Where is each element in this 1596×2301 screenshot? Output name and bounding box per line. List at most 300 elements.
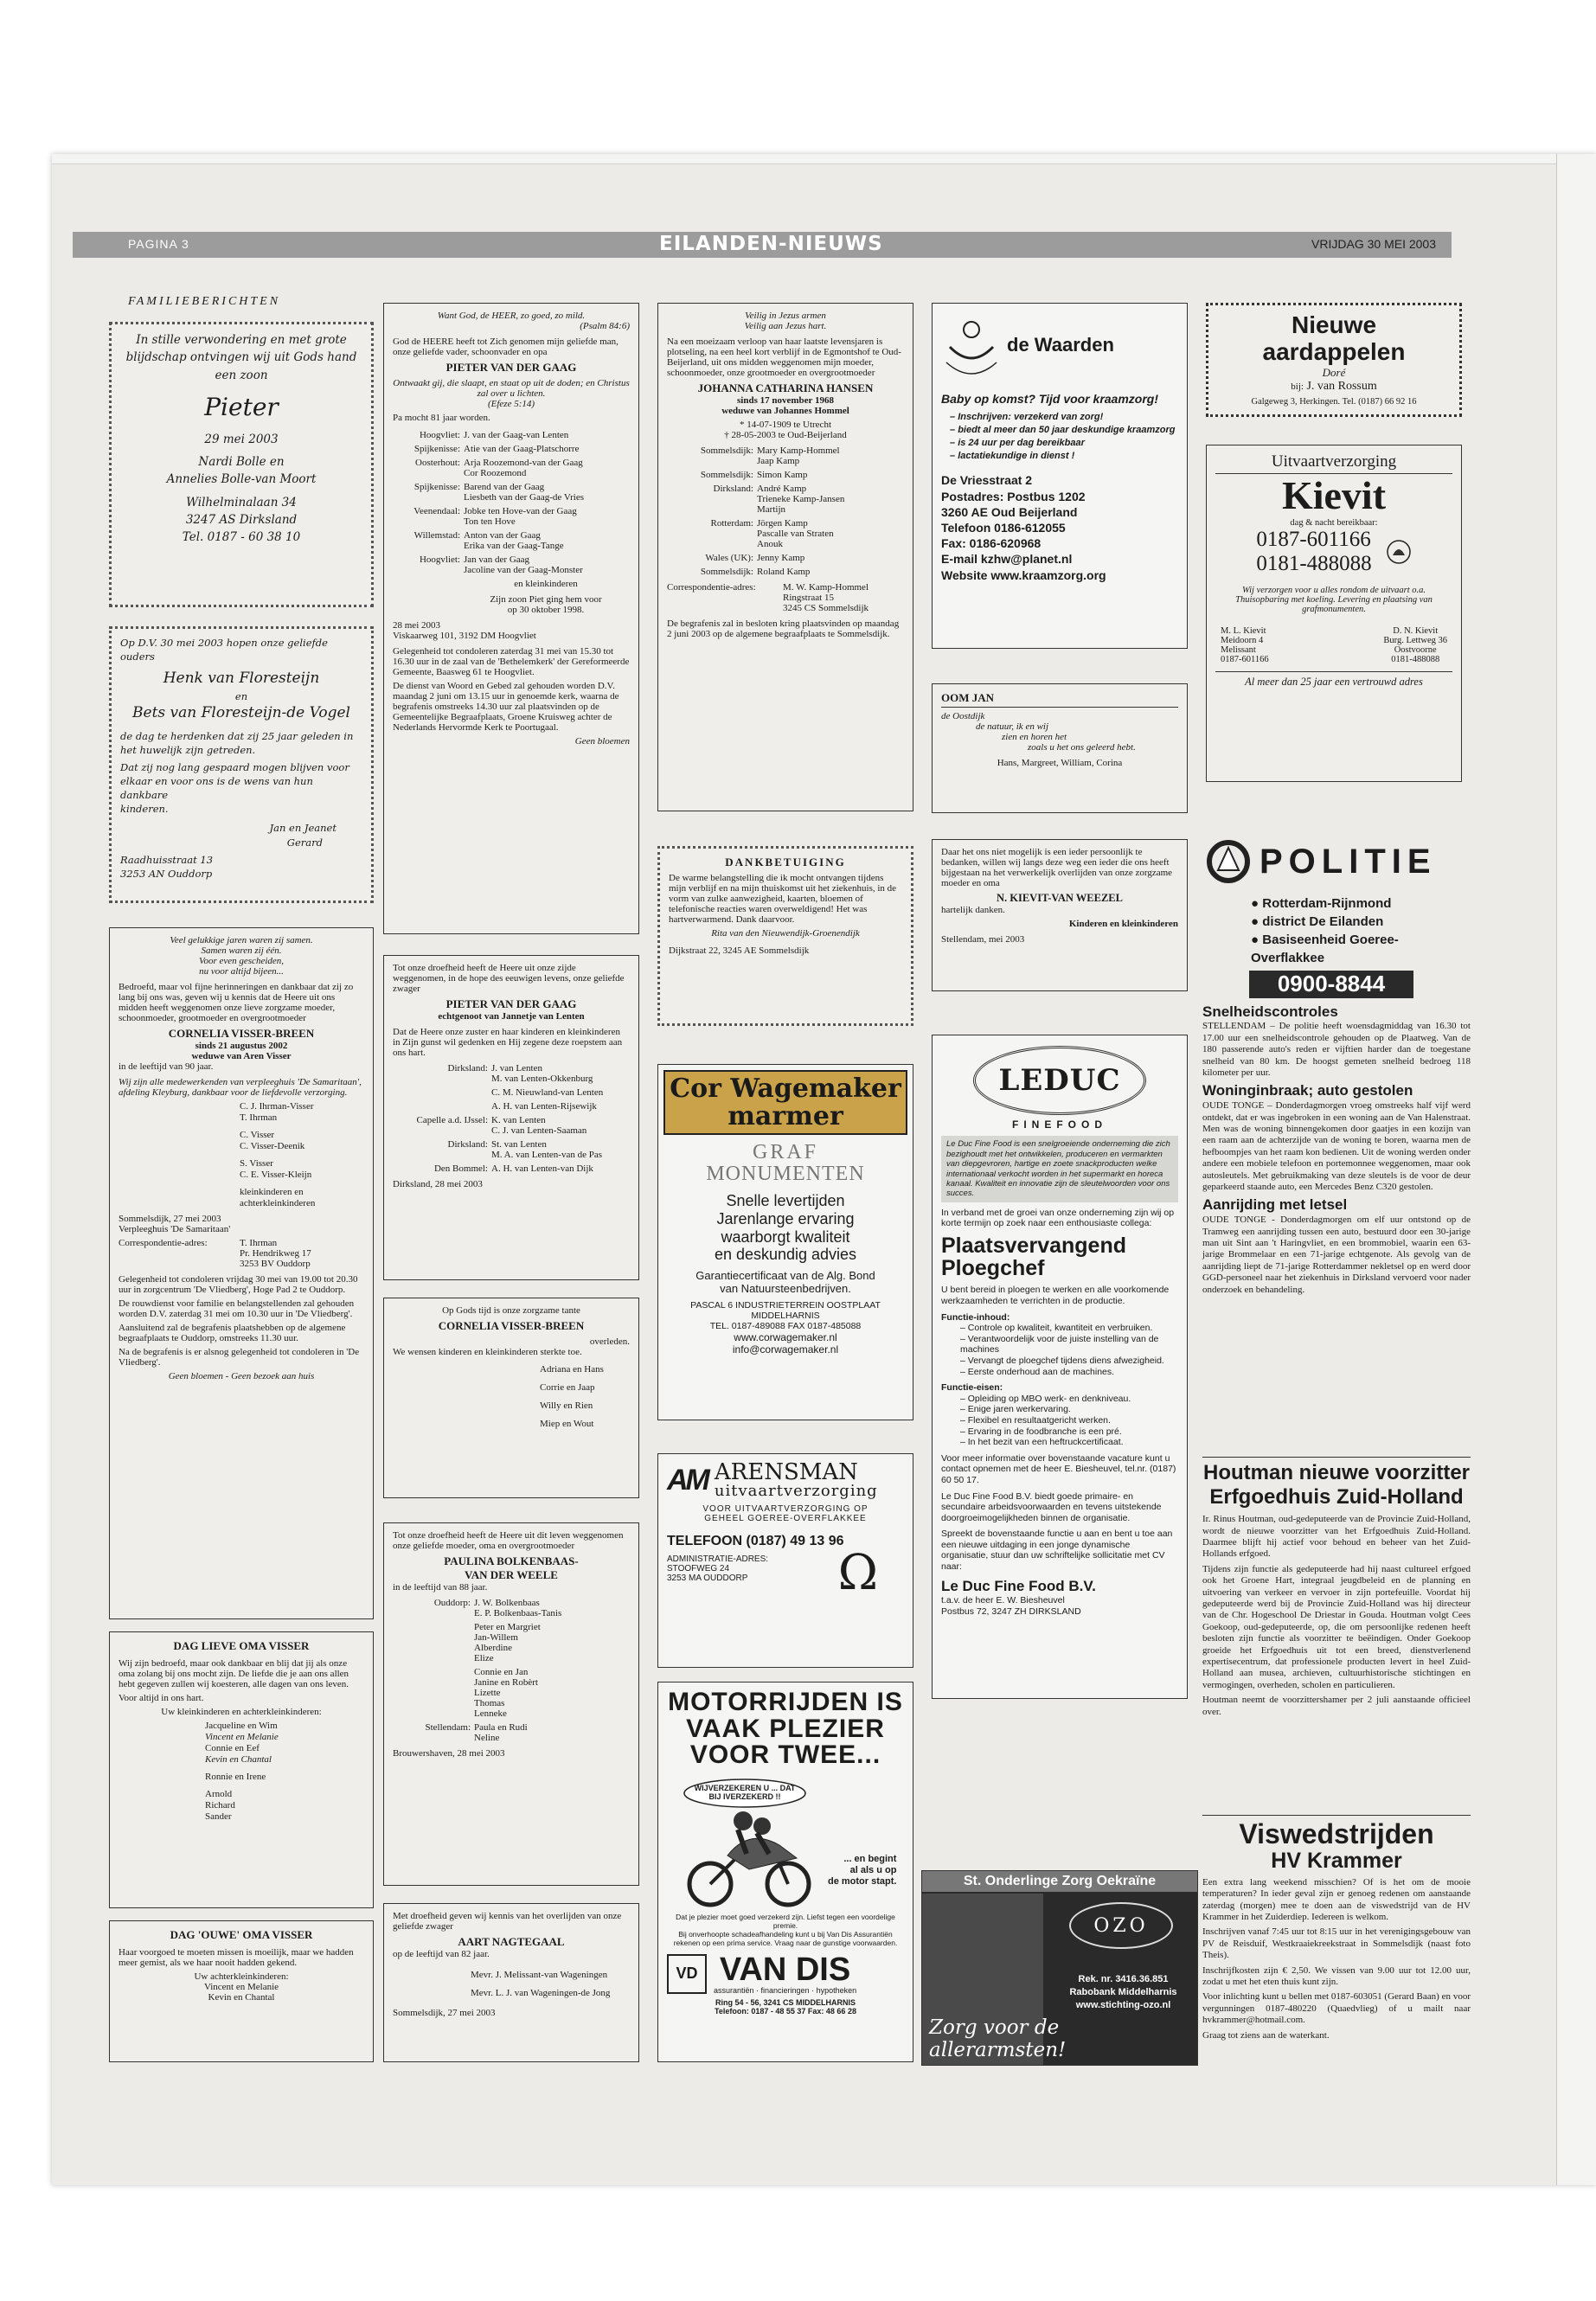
ad-de-waarden-kraamzorg [932, 303, 1188, 649]
le-duc-function-item: Vervangt de ploegchef tijdens diens afwezigheid. [967, 1355, 1164, 1366]
grandchild-name: Kevin en Chantal [208, 1992, 275, 2003]
family-row [393, 482, 630, 503]
family-names: Atie van der Gaag-Platschorre [464, 444, 580, 454]
family-row [393, 1722, 630, 1743]
anniversary-text: Dat zij nog lang gespaard mogen blijven voor [120, 761, 349, 774]
obituary-paragraph: Gelegenheid tot condoleren zaterdag 31 mei van 15.30 tot 16.30 uur in de zaal van de 'Bethelemkerk' der Gereformeerde Gemeente, Baasweg 61 te Hoogvliet. [393, 646, 630, 677]
family-place [393, 1087, 488, 1098]
birth-phone: Tel. 0187 - 60 38 10 [182, 530, 301, 544]
le-duc-section-title: Functie-eisen: [941, 1382, 1003, 1394]
obituary-pieter-van-der-gaag [383, 303, 639, 934]
verse-line: Want God, de HEER, zo goed, zo mild. [437, 311, 586, 321]
verse-line: Voor even gescheiden, [198, 956, 285, 966]
family-list [119, 1101, 364, 1208]
de-waarden-website: Website www.kraamzorg.org [941, 567, 1106, 582]
family-place: Sommelsdijk: [700, 567, 753, 577]
obituary-thanks: Wij zijn alle medewerkenden van verpleeghuis 'De Samaritaan', afdeling Kleyburg, dankbaar voor de liefdevolle verzorging. [119, 1077, 362, 1098]
arensman-address: 3253 MA OUDDORP [667, 1574, 748, 1583]
anniversary-name: Henk van Floresteijn [163, 670, 320, 688]
aardappelen-seller-label: bij: [1291, 381, 1304, 392]
farewell-from: Uw achterkleinkinderen: [194, 1971, 289, 1982]
family-names: C. M. Nieuwland-van Lenten [491, 1087, 604, 1098]
grandchild-name: Richard [205, 1800, 235, 1811]
page-number: PAGINA 3 [128, 237, 189, 251]
obituary-cornelia-visser-breen [109, 927, 374, 1619]
verse-line: Samen waren zij één. [201, 945, 282, 956]
anniversary-children: Jan en Jeanet [269, 822, 337, 835]
family-place [393, 1622, 471, 1663]
family-place: Capelle a.d. IJssel: [416, 1115, 488, 1125]
obituary-footer: Geen bloemen [574, 736, 630, 747]
family-names: St. van Lenten M. A. van Lenten-van de Pas [491, 1139, 602, 1160]
de-waarden-address: 3260 AE Oud Beijerland [941, 504, 1078, 519]
family-names: A. H. van Lenten-Rijsewijk [491, 1101, 597, 1112]
family-row [393, 1063, 630, 1084]
kievit-contact: M. L. Kievit [1221, 626, 1266, 637]
family-place [393, 1667, 471, 1719]
verse-reference: (Psalm 84:6) [580, 321, 630, 331]
le-duc-function-item: Verantwoordelijk voor de juiste instelling van de machines [960, 1333, 1159, 1356]
obituary-paragraph: De begrafenis zal in besloten kring plaatsvinden op maandag 2 juni 2003 op de algemene begraafplaats te Sommelsdijk. [667, 619, 900, 639]
le-duc-requirement-item: Enige jaren werkervaring. [967, 1404, 1071, 1415]
obituary-paragraph: De rouwdienst voor familie en belangstellenden zal gehouden worden D.V. zaterdag 31 mei om 10.30 uur in 'De Vliedberg'. [119, 1298, 355, 1319]
de-waarden-bullet: biedt al meer dan 50 jaar deskundige kraamzorg [958, 424, 1176, 435]
de-waarden-bullet: lactatiekundige in dienst ! [958, 450, 1075, 461]
news-headline: Erfgoedhuis Zuid-Holland [1209, 1484, 1464, 1509]
family-place: Oosterhout: [415, 458, 460, 468]
news-paragraph: Voor inlichting kunt u bellen met 0187-603051 (Gerard Baan) en voor vergunningen 0187-480220 (Quaedvlieg) of u mailt naar hvkrammer@hotmail.com. [1202, 1991, 1471, 2026]
family-names: Anton van der Gaag Erika van der Gaag-Tange [464, 530, 564, 551]
page-top-edge [52, 154, 1596, 164]
deceased-name: VAN DER WEELE [465, 1568, 558, 1581]
wagemaker-phone: TEL. 0187-489088 FAX 0187-485088 [709, 1321, 862, 1332]
le-duc-requirement-item: Opleiding op MBO werk- en denkniveau. [967, 1393, 1131, 1404]
ozo-website: www.stichting-ozo.nl [1075, 1999, 1171, 2010]
viswedstrijden-article [1202, 1815, 1471, 2045]
family-names: Simon Kamp [757, 470, 808, 480]
kievit-subtitle: Uitvaartverzorging [1215, 452, 1452, 474]
van-dis-headline [667, 1689, 904, 1769]
obituary-born: * 14-07-1909 te Utrecht [740, 420, 831, 430]
omega-icon: Ω [837, 1545, 878, 1601]
obituary-johanna-hansen [657, 303, 913, 811]
le-duc-section-title: Functie-inhoud: [941, 1311, 1010, 1323]
aardappelen-address: Galgeweg 3, Herkingen. Tel. (0187) 66 92 16 [1251, 396, 1417, 407]
obituary-died: † 28-05-2003 te Oud-Beijerland [724, 430, 847, 440]
section-title: FAMILIEBERICHTEN [128, 295, 281, 308]
birth-parents: Nardi Bolle en [198, 455, 285, 469]
news-headline: Houtman nieuwe voorzitter [1202, 1457, 1471, 1485]
arensman-name: ARENSMAN [714, 1459, 858, 1485]
grandchild-name: Kevin en Chantal [205, 1754, 272, 1765]
deceased-name: CORNELIA VISSER-BREEN [168, 1027, 315, 1040]
le-duc-intro: Le Duc Fine Food is een snelgroeiende onderneming die zich bezighoudt met het ontwikkelen, produceren en vermarkten van diepgevroren, hartige en zoete snackproducten welke internationaal verkocht worden in het supermarkt en horeca kanaal. Kwaliteit en innovatie zijn de sleutelwoorden voor ons succes. [941, 1136, 1178, 1202]
kievit-name: Kievit [1281, 473, 1387, 517]
family-row [667, 470, 904, 480]
van-dis-speech-bubble: WIJVERZEKEREN U ... DAT BIJ IVERZEKERD !! [694, 1783, 796, 1801]
family-names: Jörgen Kamp Pascalle van Straten Anouk [757, 518, 834, 549]
news-paragraph: STELLENDAM – De politie heeft woensdagmiddag van 16.30 tot 17.00 uur een snelheidscontrole gehouden op de Plaatweg. Van de 180 passerende auto's reden er vijftien harder dan de toegestane snelheid van 80 km. De hoogst gemeten snelheid bedroeg 118 kilometer per uur. [1202, 1021, 1471, 1079]
news-paragraph: OUDE TONGE - Donderdagmorgen om elf uur ontstond op de Tramweg een aanrijding tussen een auto, bestuurd door een 30-jarige man uit Sint aan 't Haringvliet, en een brommobiel, waarin een 63-jarige Brommelaar en een 71-jarige echtgenote. Als gevolg van de aanrijding liept de 71-jarige Rotterdammer nekletsel op en werd door GGD-personeel naar het ziekenhuis in Dirksland vervoerd voor nader onderzoek en behandeling. [1202, 1215, 1471, 1295]
birth-line: In stille verwondering en met grote [136, 333, 347, 347]
verse-line: Ontwaakt gij, die slaapt, en staat op uit de doden; en Christus zal over u lichten. [393, 378, 630, 399]
verse-line: zien en horen het [1002, 732, 1067, 742]
family-member: C. Visser-Deenik [240, 1141, 305, 1151]
thanks-n-kievit [932, 839, 1188, 991]
arensman-subtitle: uitvaartverzorging [714, 1482, 878, 1500]
news-paragraph: Inschrijfkosten zijn € 2,50. We vissen van 9.00 uur tot 12.00 uur, zodat u met het eten thuis kunt zijn. [1202, 1965, 1471, 1987]
masthead: EILANDEN-NIEUWS [659, 233, 883, 255]
family-row [393, 1163, 630, 1174]
kievit-contact: Burg. Lettweg 36 [1383, 636, 1447, 646]
family-member: Mevr. J. Melissant-van Wageningen [471, 1970, 608, 1980]
news-headline: HV Krammer [1271, 1849, 1402, 1874]
deceased-name: JOHANNA CATHARINA HANSEN [697, 381, 874, 394]
le-duc-subtitle: FINEFOOD [1012, 1118, 1107, 1131]
politie-unit: Basiseenheid Goeree-Overflakkee [1251, 933, 1399, 965]
family-row [393, 1667, 630, 1719]
oom-jan-title: OOM JAN [941, 691, 1178, 708]
family-row [393, 1139, 630, 1160]
vd-logo-icon: VD [667, 1954, 707, 1994]
obituary-place: Dirksland, 28 mei 2003 [393, 1179, 483, 1189]
le-duc-function-list: – Controle op kwaliteit, kwantiteit en verbruiken. – Verantwoordelijk voor de juiste instelling van de machines – Vervangt de ploegchef tijdens diens afwezigheid. – Eerste onderhoud aan de machines. [960, 1323, 1164, 1377]
politie-districts: ● Rotterdam-Rijnmond ● district De Eilanden ● Basiseenheid Goeree-Overflakkee [1251, 896, 1399, 965]
anniversary-address: Raadhuisstraat 13 [120, 853, 214, 866]
ozo-title: St. Onderlinge Zorg Oekraïne [922, 1871, 1197, 1892]
de-waarden-phone: Telefoon 0186-612055 [941, 520, 1066, 535]
farewell-text: Wij zijn bedroefd, maar ook dankbaar en blij dat jij als onze oma zolang bij ons mocht zijn. De liefde die je aan ons allen hebt gegeven zullen wij koesteren, alle dagen van ons leven. [119, 1658, 349, 1689]
ad-nieuwe-aardappelen [1206, 303, 1462, 417]
dankbetuiging [657, 846, 913, 1026]
family-names: J. van Lenten M. van Lenten-Okkenburg [491, 1063, 593, 1084]
family-row [393, 1598, 630, 1618]
birth-date: 29 mei 2003 [204, 432, 279, 446]
de-waarden-bullets: – Inschrijven: verzekerd van zorg! – biedt al meer dan 50 jaar deskundige kraamzorg – is 24 uur per dag bereikbaar – lactatiekundige in dienst ! [950, 412, 1176, 461]
family-row [393, 1622, 630, 1663]
wagemaker-feature: Snelle levertijden [726, 1192, 845, 1210]
family-names: K. van Lenten C. J. van Lenten-Saaman [491, 1115, 587, 1136]
anniversary-text: en [234, 689, 248, 702]
news-paragraph: Graag tot ziens aan de waterkant. [1202, 2029, 1330, 2041]
obituary-text: Op Gods tijd is onze zorgzame tante [442, 1305, 580, 1316]
verse-line: Veilig in Jezus armen [745, 311, 826, 321]
ad-cor-wagemaker [657, 1064, 913, 1420]
van-dis-fineprint: Bij onverhoopte schadeafhandeling kunt u bij Van Dis Assurantiën rekenen op een prima service. Vraag naar de gunstige voorwaarden. [673, 1930, 898, 1948]
obituary-place: Sommelsdijk, 27 mei 2003 [119, 1214, 221, 1224]
obituary-spouse: echtgenoot van Jannetje van Lenten [438, 1011, 585, 1022]
family-place: Dirksland: [713, 484, 753, 494]
obituary-age: in de leeftijd van 88 jaar. [393, 1582, 488, 1593]
correspondence-line: 3253 BV Ouddorp [240, 1259, 311, 1269]
page-fold-edge [1556, 154, 1596, 2185]
family-row [667, 445, 904, 466]
wagemaker-website: www.corwagemaker.nl [734, 1331, 837, 1344]
dankbetuiging-text: De warme belangstelling die ik mocht ontvangen tijdens mijn verblijf en na mijn thuiskomst uit het ziekenhuis, in de vorm van zulke aanwezigheid, kaarten, bloemen of telefonische reacties waren overweldigend! Het was hartverwarmend. Dank daarvoor. [669, 873, 897, 925]
family-list [393, 1063, 630, 1174]
family-list [393, 1598, 630, 1743]
le-duc-postbox: Postbus 72, 3247 ZH DIRKSLAND [941, 1606, 1081, 1617]
obituary-note: Zijn zoon Piet ging hem voor [490, 594, 602, 605]
family-names: Jobke ten Hove-van der Gaag Ton ten Hove [464, 506, 577, 527]
le-duc-info: Voor meer informatie over bovenstaande vacature kunt u contact opnemen met de heer E. Biesheuvel, tel.nr. (0187) 60 50 17. [941, 1452, 1176, 1485]
obituary-age: Pa mocht 81 jaar worden. [393, 413, 490, 423]
thanks-place: Stellendam, mei 2003 [941, 934, 1025, 945]
arensman-address-label: ADMINISTRATIE-ADRES: [667, 1554, 769, 1564]
family-place: Rotterdam: [710, 518, 753, 529]
obituary-text: God de HEERE heeft tot Zich genomen mijn geliefde man, onze geliefde vader, schoonvader en opa [393, 336, 619, 357]
anniversary-announcement [109, 626, 374, 903]
obituary-place: Brouwershaven, 28 mei 2003 [393, 1748, 505, 1759]
le-duc-logo [973, 1046, 1146, 1115]
family-member: S. Visser [240, 1158, 273, 1169]
farewell-ouwe-oma [109, 1920, 374, 2062]
news-paragraph: Houtman neemt de voorzittershamer per 2 juli aanstaande officieel over. [1202, 1695, 1471, 1717]
obituary-text: Met droefheid geven wij kennis van het overlijden van onze geliefde zwager [393, 1911, 622, 1932]
le-duc-requirement-item: In het bezit van een heftruckcertificaat. [967, 1437, 1124, 1448]
thanks-name: N. KIEVIT-VAN WEEZEL [996, 892, 1123, 904]
ad-le-duc-vacancy [932, 1035, 1188, 1699]
news-paragraph: OUDE TONGE – Donderdagmorgen vroeg omstreeks half vijf werd ontdekt, dat er was ingebroken in een woning aan de Van Halenstraat. Men was de woning binnengekomen door gaatjes in een kozijn van een raam aan de achterzijde van de woning te boren, waarna men de hefboompjes van het raam kon bedienen. Uit de woning werden onder andere een mobiele telefoon en portemonnee weggenomen, maar ook autosleutels. Met gebruikmaking van deze sleutels is de voor de deur geparkeerd staande auto, een Mercedes Benz C320 gestolen. [1202, 1100, 1471, 1193]
aardappelen-variety: Doré [1322, 365, 1346, 379]
verse-line: Veel gelukkige jaren waren zij samen. [170, 935, 313, 945]
van-dis-subline: de motor stapt. [828, 1876, 897, 1888]
anniversary-text: de dag te herdenken dat zij 25 jaar geleden in [120, 729, 354, 742]
family-place: Dirksland: [447, 1063, 488, 1074]
family-names: J. van der Gaag-van Lenten [464, 430, 569, 440]
wagemaker-features [667, 1192, 904, 1264]
obituary-cornelia-aunt [383, 1298, 639, 1498]
grandchild-name: Vincent en Melanie [203, 1982, 279, 1992]
motorcycle-illustration [667, 1776, 824, 1913]
correspondence-line: T. Ihrman [240, 1238, 278, 1248]
family-member: Corrie en Jaap [540, 1381, 595, 1393]
le-duc-company: Le Duc Fine Food B.V. [941, 1577, 1096, 1594]
politie-phone: 0900-8844 [1249, 971, 1413, 998]
news-headline: Viswedstrijden [1202, 1815, 1471, 1849]
le-duc-apply: Spreekt de bovenstaande functie u aan en bent u toe aan een nieuwe uitdaging in een jonge dynamische organisatie, stuur dan uw schriftelijke sollicitatie met CV naar: [941, 1529, 1173, 1573]
wagemaker-banner [663, 1070, 907, 1135]
ozo-logo-text: OZO [1093, 1914, 1149, 1937]
family-names: Mary Kamp-Hommel Jaap Kamp [757, 445, 840, 466]
kievit-availability: dag & nacht bereikbaar: [1290, 517, 1378, 528]
arensman-address: STOOFWEG 24 [667, 1564, 730, 1574]
obituary-paragraph: De dienst van Woord en Gebed zal gehouden worden D.V. maandag 2 juni om 13.15 uur in genoemde kerk, waarna de begrafenis omstreeks 14.30 uur zal plaatsvinden op de Gemeentelijke Begraafplaats, Groene Kruisweg achter de Nederlands Hervormde Kerk te Poortugaal. [393, 681, 619, 733]
nieces-list [393, 1361, 630, 1433]
family-row [393, 444, 630, 454]
obituary-since: sinds 21 augustus 2002 [195, 1041, 288, 1051]
wagemaker-address: MIDDELHARNIS [751, 1311, 820, 1322]
farewell-title: DAG LIEVE OMA VISSER [173, 1639, 310, 1652]
dankbetuiging-address: Dijkstraat 22, 3245 AE Sommelsdijk [669, 945, 810, 956]
kievit-phone: 0181-488088 [1256, 552, 1372, 576]
de-waarden-contact [941, 472, 1178, 582]
anniversary-name: Bets van Floresteijn-de Vogel [132, 704, 350, 722]
van-dis-headline-line: MOTORRIJDEN IS [668, 1688, 903, 1716]
van-dis-phone: Telefoon: 0187 - 48 55 37 Fax: 48 66 28 [715, 2006, 856, 2016]
anniversary-text: elkaar en voor ons is de wens van hun dankbare [120, 775, 313, 802]
obituary-widow: weduwe van Johannes Hommel [721, 406, 849, 416]
card-oom-jan [932, 683, 1188, 813]
obituary-widow: weduwe van Aren Visser [191, 1051, 292, 1061]
family-row [667, 553, 904, 563]
arensman-tagline: VOOR UITVAARTVERZORGING OP [702, 1504, 869, 1514]
farewell-title: DAG 'OUWE' OMA VISSER [170, 1928, 313, 1941]
verse-reference: (Efeze 5:14) [487, 399, 535, 409]
wagemaker-name: marmer [727, 1100, 843, 1131]
obituary-place: Sommelsdijk, 27 mei 2003 [393, 2007, 496, 2018]
obituary-since: sinds 17 november 1968 [737, 395, 834, 406]
arensman-phone: TELEFOON (0187) 49 13 96 [667, 1534, 844, 1548]
page-header [73, 232, 1452, 258]
de-waarden-bullet: is 24 uur per dag bereikbaar [958, 437, 1085, 448]
kievit-contact: 0187-601166 [1221, 655, 1269, 665]
deceased-name: PAULINA BOLKENBAAS- [444, 1554, 579, 1567]
family-place: Ouddorp: [433, 1598, 471, 1608]
van-dis-address: Ring 54 - 56, 3241 CS MIDDELHARNIS [715, 1997, 856, 2007]
news-paragraph: Tijdens zijn functie als gedeputeerde had hij naast cultureel erfgoed ook het Groene Hart, integraal jeugdbeleid en de planning en uitvoering van verkeer en vervoer in zijn portefeuille. Voordat hij gedeputeerde werd bij de Provincie Zuid-Holland was hij directeur van de Chr. Hogeschool De Driestar in Gouda. Houtman volgt Cees Goekoop, oud-gedeputeerde, op, die om persoonlijke redenen heeft besloten zijn functie als voorzitter te beëindigen. Onder Goekoop groeide het Erfgoedhuis uit tot een breed, dienstverlenend expertisecentrum, dat professionele producten levert in heel Zuid-Holland aan musea, archieven, cultuurhistorische stichtingen en vermogingen, overheden, scholen en particulieren. [1202, 1563, 1471, 1690]
issue-date: VRIJDAG 30 MEI 2003 [1311, 237, 1436, 251]
birth-address: Wilhelminalaan 34 [186, 495, 297, 510]
ozo-account: Rek. nr. 3416.36.851 [1078, 1974, 1169, 1984]
family-member: Willy en Rien [540, 1400, 593, 1411]
family-names: J. W. Bolkenbaas E. P. Bolkenbaas-Tanis [474, 1598, 562, 1618]
oom-jan-names: Hans, Margreet, William, Corina [997, 758, 1123, 768]
deceased-name: PIETER VAN DER GAAG [445, 997, 577, 1010]
kievit-emblem-icon [1386, 536, 1412, 567]
van-dis-subline: ... en begint [843, 1853, 897, 1864]
birth-announcement [109, 322, 374, 607]
le-duc-requirement-item: Ervaring in de foodbranche is een pré. [967, 1426, 1122, 1437]
obituary-home: Verpleeghuis 'De Samaritaan' [119, 1224, 231, 1234]
kievit-contact: D. N. Kievit [1393, 626, 1439, 637]
arensman-tagline: GEHEEL GOEREE-OVERFLAKKEE [704, 1514, 867, 1523]
verse-line: Veilig aan Jezus hart. [744, 321, 827, 331]
obituary-text: Tot onze droefheid heeft de Heere uit onze zijde weggenomen, in de hope des eeuwigen levens, onze geliefde zwager [393, 963, 625, 994]
le-duc-logo-text: LEDUC [998, 1062, 1121, 1098]
family-member: Miep en Wout [540, 1418, 594, 1429]
deceased-name: AART NAGTEGAAL [458, 1935, 565, 1948]
family-member: Adriana en Hans [540, 1364, 604, 1375]
family-place: Willemstad: [413, 530, 460, 541]
houtman-article [1202, 1457, 1471, 1721]
de-waarden-email: E-mail kzhw@planet.nl [941, 552, 1073, 567]
thanks-text: Daar het ons niet mogelijk is een ieder persoonlijk te bedanken, willen wij langs deze weg een ieder die ons heeft bijgestaan na het verwerkelijk overlijden van onze zorgzame moeder en oma [941, 847, 1173, 888]
dankbetuiging-title: DANKBETUIGING [725, 856, 846, 868]
family-names: Roland Kamp [757, 567, 811, 577]
family-place: Sommelsdijk: [700, 470, 753, 480]
farewell-from: Uw kleinkinderen en achterkleinkinderen: [161, 1707, 322, 1717]
van-dis-fineprint: Dat je plezier moet goed verzekerd zijn. Liefst tegen een voordelige premie. [676, 1912, 895, 1930]
wagemaker-heading: MONUMENTEN [706, 1163, 865, 1186]
correspondence-line: Pr. Hendrikweg 17 [240, 1248, 311, 1259]
de-waarden-bullet: Inschrijven: verzekerd van zorg! [958, 412, 1104, 422]
deceased-name: PIETER VAN DER GAAG [445, 361, 577, 374]
police-badge-icon [1202, 836, 1254, 888]
correspondence-label: Correspondentie-adres: [119, 1238, 208, 1248]
family-place: Den Bommel: [433, 1163, 488, 1174]
farewell-text: Voor altijd in ons hart. [119, 1693, 204, 1703]
le-duc-job-title: Ploegchef [941, 1256, 1045, 1281]
ozo-bank: Rabobank Middelharnis [1069, 1986, 1177, 1997]
birth-line: blijdschap ontvingen wij uit Gods hand [125, 350, 357, 365]
obituary-aart-nagtegaal [383, 1903, 639, 2062]
family-place: Wales (UK): [705, 553, 753, 563]
obituary-text: We wensen kinderen en kleinkinderen sterkte toe. [393, 1347, 582, 1357]
wagemaker-guarantee: Garantiecertificaat van de Alg. Bond [695, 1269, 875, 1283]
le-duc-attention: t.a.v. de heer E. W. Biesheuvel [941, 1595, 1065, 1606]
family-member: T. Ihrman [240, 1112, 278, 1123]
le-duc-job-title: Plaatsvervangend [941, 1233, 1126, 1258]
thanks-from: Kinderen en kleinkinderen [1068, 919, 1178, 929]
de-waarden-address: Postadres: Postbus 1202 [941, 489, 1086, 503]
ad-arensman [657, 1453, 913, 1668]
grandchild-name: Connie en Eef [205, 1743, 260, 1753]
correspondence-address [667, 582, 904, 613]
wagemaker-name: Cor Wagemaker [670, 1074, 901, 1104]
family-place [393, 1101, 488, 1112]
obituary-paragraph: Aansluitend zal de begrafenis plaatshebben op de algemene begraafplaats te Ouddorp, omstreeks 11.30 uur. [119, 1323, 346, 1343]
grandchild-name: Sander [205, 1811, 232, 1822]
family-row [393, 1115, 630, 1136]
obituary-address: Viskaarweg 101, 3192 DM Hoogvliet [393, 631, 536, 641]
family-row [667, 567, 904, 577]
birth-address: 3247 AS Dirksland [185, 512, 298, 527]
news-paragraph: Ir. Rinus Houtman, oud-gedeputeerde van de Provincie Zuid-Holland, wordt de nieuwe voorzitter van het Erfgoedhuis Zuid-Holland. Daarmee blijft hij actief voor behoud en beheer van het Zuid-Hollands erfgoed. [1202, 1514, 1471, 1560]
family-member: C. E. Visser-Kleijn [240, 1170, 312, 1180]
grandchild-name: Jacqueline en Wim [205, 1721, 278, 1731]
wagemaker-email: info@corwagemaker.nl [732, 1343, 839, 1356]
family-names: A. H. van Lenten-van Dijk [491, 1163, 593, 1174]
ad-stichting-ozo [921, 1870, 1198, 2066]
le-duc-growth: In verband met de groei van onze onderneming zijn wij op korte termijn op zoek naar een enthousiaste collega: [941, 1207, 1175, 1229]
family-place: Dirksland: [447, 1139, 488, 1150]
farewell-text: Haar voorgoed te moeten missen is moeilijk, maar we hadden meer gemist, als we haar nooit hadden gekend. [119, 1947, 354, 1968]
birth-parents: Annelies Bolle-van Moort [166, 472, 317, 487]
verse-line: de natuur, ik en wij [976, 721, 1049, 732]
family-place: Spijkenisse: [413, 482, 460, 492]
family-row [393, 554, 630, 575]
anniversary-address: 3253 AN Ouddorp [120, 867, 213, 880]
le-duc-requirement-list: – Opleiding op MBO werk- en denkniveau. – Enige jaren werkervaring. – Flexibel en resultaatgericht werken. – Ervaring in de foodbranche is een pré. – In het bezit van een heftruckcertificaat. [960, 1393, 1131, 1448]
family-place: Stellendam: [425, 1722, 471, 1733]
family-row [667, 484, 904, 515]
grandchild-name: Ronnie en Irene [205, 1772, 266, 1782]
van-dis-brand: VAN DIS [719, 1951, 851, 1988]
oom-jan-place: de Oostdijk [941, 711, 985, 721]
family-row [393, 458, 630, 478]
aardappelen-seller: J. van Rossum [1306, 379, 1377, 393]
family-names: Barend van der Gaag Liesbeth van der Gaag-de Vries [464, 482, 585, 503]
anniversary-text: het huwelijk zijn getreden. [120, 743, 256, 756]
obituary-text: overleden. [589, 1336, 630, 1347]
news-headline: Snelheidscontroles [1202, 1003, 1338, 1020]
family-row [667, 518, 904, 549]
wagemaker-feature: Jarenlange ervaring [716, 1210, 855, 1228]
ad-uitvaartverzorging-kievit [1206, 445, 1462, 782]
family-place: Spijkenisse: [413, 444, 460, 454]
de-waarden-address: De Vriesstraat 2 [941, 473, 1033, 488]
family-member: achterkleinkinderen [240, 1198, 316, 1208]
obituary-note: op 30 oktober 1998. [507, 605, 585, 615]
wagemaker-feature: en deskundig advies [714, 1246, 857, 1264]
le-duc-requirement-item: Flexibel en resultaatgericht werken. [967, 1414, 1111, 1426]
obituary-text: Na een moeizaam verloop van haar laatste levensjaren is plotseling, na een heel kort verblijf in de Egmontshof te Oud-Beijerland, uit ons midden weggenomen mijn moeder, schoonmoeder, onze grootmoeder en overgrootmoeder [667, 336, 901, 378]
wagemaker-guarantee: van Natuursteenbedrijven. [720, 1282, 851, 1296]
le-duc-function-item: Eerste onderhoud aan de machines. [967, 1366, 1115, 1377]
le-duc-offer: Le Duc Fine Food B.V. biedt goede primaire- en secundaire arbeidsvoorwaarden en tevens uitstekende doorgroeimogelijkheden binnen de organisatie. [941, 1490, 1162, 1523]
news-headline: Woninginbraak; auto gestolen [1202, 1082, 1413, 1099]
